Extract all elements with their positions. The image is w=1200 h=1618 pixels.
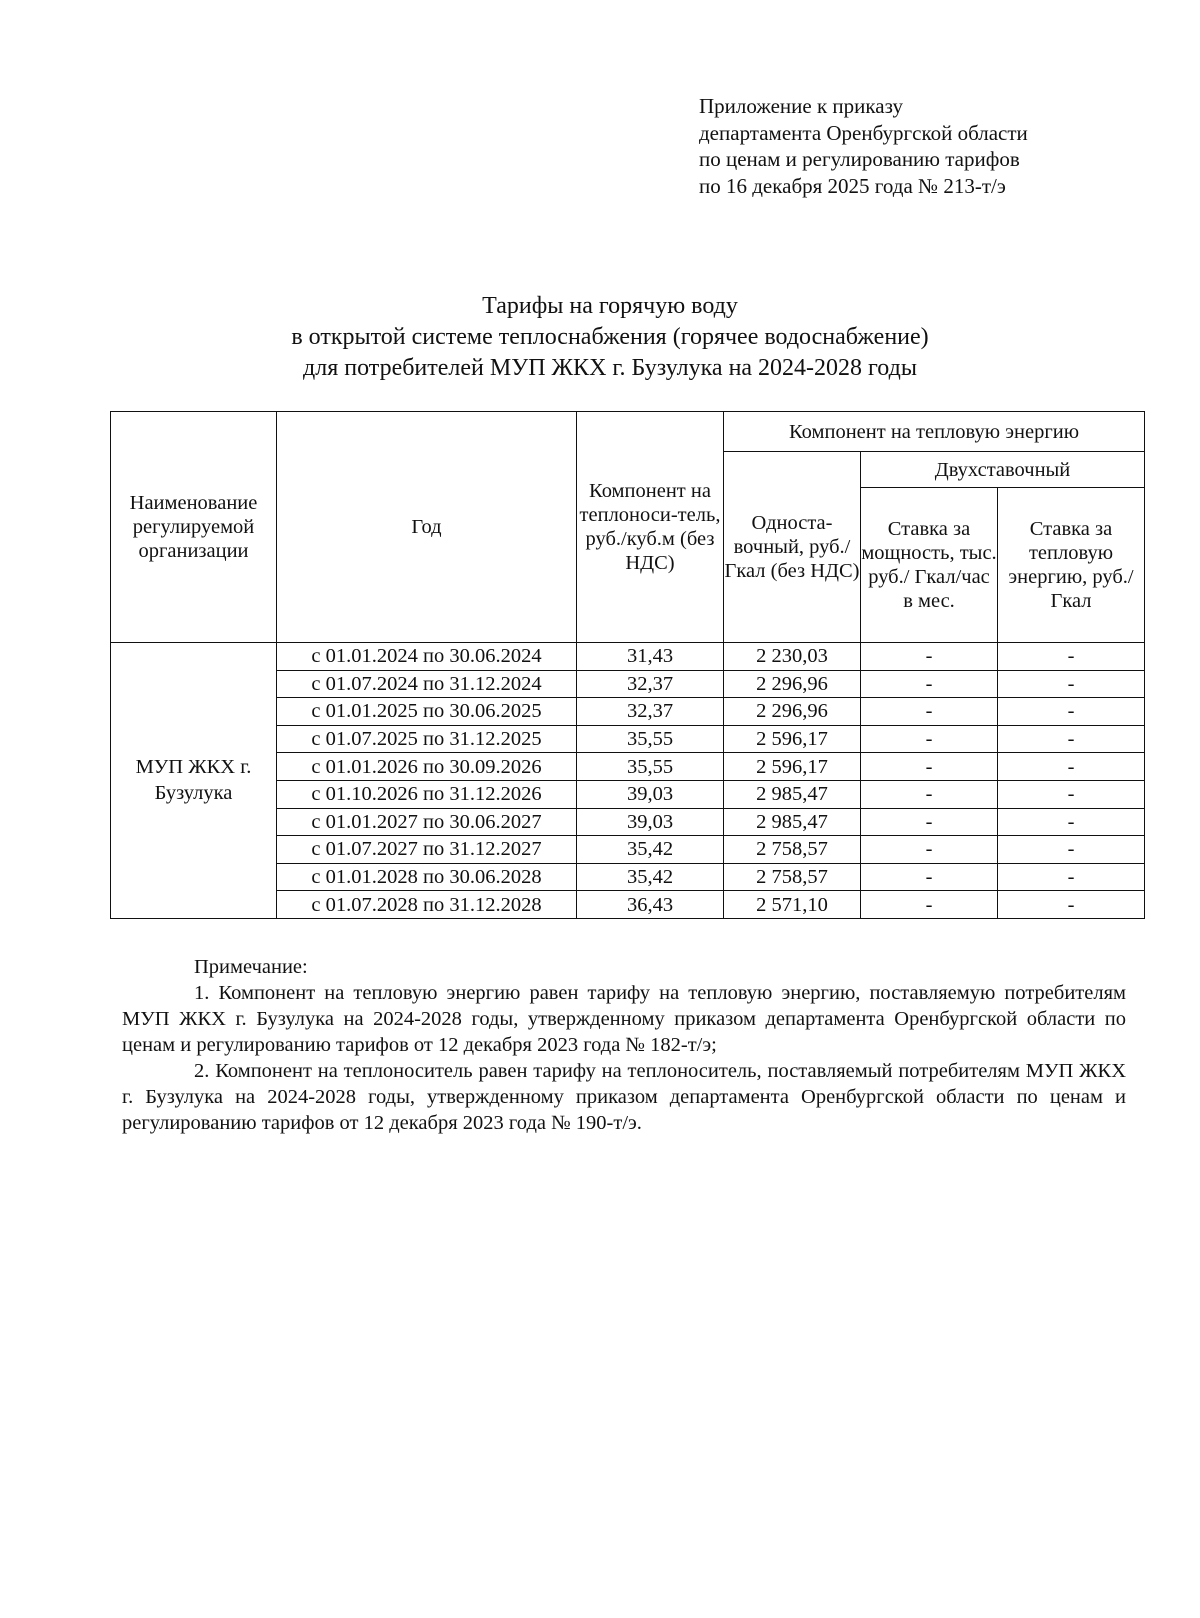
header-two-rate: Двухставочный <box>861 452 1145 488</box>
capacity-rate-cell: - <box>861 808 998 836</box>
period-cell: с 01.01.2026 по 30.09.2026 <box>277 753 577 781</box>
single-rate-cell: 2 758,57 <box>724 863 861 891</box>
period-cell: с 01.01.2025 по 30.06.2025 <box>277 698 577 726</box>
document-title <box>110 291 1110 384</box>
note-item: 2. Компонент на теплоноситель равен тарифу на теплоноситель, поставляемый потребителям МУП ЖКХ г. Бузулука на 2024-2028 годы, утвержденному приказом департамента Оренбургской области по ценам и регулированию тарифов от 12 декабря 2023 года № 190-т/э. <box>122 1060 1126 1134</box>
single-rate-cell: 2 985,47 <box>724 808 861 836</box>
carrier-cell: 36,43 <box>577 891 724 919</box>
header-org: Наименование регулируемой организации <box>111 412 277 643</box>
note-item: 1. Компонент на тепловую энергию равен тарифу на тепловую энергию, поставляемую потребителям МУП ЖКХ г. Бузулука на 2024-2028 годы, утвержденному приказом департамента Оренбургской области по ценам и регулированию тарифов от 12 декабря 2023 года № 182-т/э; <box>122 982 1126 1056</box>
capacity-rate-cell: - <box>861 753 998 781</box>
energy-rate-cell: - <box>998 780 1145 808</box>
carrier-cell: 35,55 <box>577 725 724 753</box>
period-cell: с 01.01.2027 по 30.06.2027 <box>277 808 577 836</box>
single-rate-cell: 2 596,17 <box>724 725 861 753</box>
single-rate-cell: 2 985,47 <box>724 780 861 808</box>
capacity-rate-cell: - <box>861 891 998 919</box>
energy-rate-cell: - <box>998 836 1145 864</box>
period-cell: с 01.07.2024 по 31.12.2024 <box>277 670 577 698</box>
notes-heading: Примечание: <box>194 956 308 978</box>
header-energy-group: Компонент на тепловую энергию <box>724 412 1145 452</box>
carrier-cell: 39,03 <box>577 780 724 808</box>
tariff-table <box>110 411 1145 919</box>
header-carrier: Компонент на теплоноси-тель, руб./куб.м (без НДС) <box>577 412 724 643</box>
energy-rate-cell: - <box>998 891 1145 919</box>
carrier-cell: 32,37 <box>577 698 724 726</box>
single-rate-cell: 2 296,96 <box>724 698 861 726</box>
period-cell: с 01.01.2028 по 30.06.2028 <box>277 863 577 891</box>
single-rate-cell: 2 230,03 <box>724 643 861 671</box>
single-rate-cell: 2 571,10 <box>724 891 861 919</box>
appendix-line: по ценам и регулированию тарифов <box>699 147 1020 171</box>
notes-block <box>122 954 1126 1136</box>
single-rate-cell: 2 596,17 <box>724 753 861 781</box>
capacity-rate-cell: - <box>861 863 998 891</box>
capacity-rate-cell: - <box>861 780 998 808</box>
capacity-rate-cell: - <box>861 670 998 698</box>
carrier-cell: 35,55 <box>577 753 724 781</box>
period-cell: с 01.07.2025 по 31.12.2025 <box>277 725 577 753</box>
energy-rate-cell: - <box>998 670 1145 698</box>
energy-rate-cell: - <box>998 725 1145 753</box>
appendix-line: по 16 декабря 2025 года № 213-т/э <box>699 173 1006 198</box>
org-name-cell: МУП ЖКХ г. Бузулука <box>111 643 277 919</box>
single-rate-cell: 2 296,96 <box>724 670 861 698</box>
energy-rate-cell: - <box>998 753 1145 781</box>
capacity-rate-cell: - <box>861 725 998 753</box>
title-line: Тарифы на горячую воду <box>482 293 738 319</box>
energy-rate-cell: - <box>998 698 1145 726</box>
period-cell: с 01.01.2024 по 30.06.2024 <box>277 643 577 671</box>
header-capacity-rate: Ставка за мощность, тыс. руб./ Гкал/час в мес. <box>861 488 998 643</box>
header-energy-rate: Ставка за тепловую энергию, руб./Гкал <box>998 488 1145 643</box>
appendix-line: Приложение к приказу <box>699 94 903 118</box>
title-line: для потребителей МУП ЖКХ г. Бузулука на 2024-2028 годы <box>303 355 917 381</box>
carrier-cell: 35,42 <box>577 836 724 864</box>
capacity-rate-cell: - <box>861 836 998 864</box>
appendix-block <box>699 93 1028 199</box>
capacity-rate-cell: - <box>861 643 998 671</box>
header-single-rate: Односта-вочный, руб./Гкал (без НДС) <box>724 452 861 643</box>
header-year: Год <box>277 412 577 643</box>
title-line: в открытой системе теплоснабжения (горячее водоснабжение) <box>291 324 929 350</box>
tariff-body <box>111 643 1145 919</box>
energy-rate-cell: - <box>998 808 1145 836</box>
period-cell: с 01.07.2028 по 31.12.2028 <box>277 891 577 919</box>
period-cell: с 01.07.2027 по 31.12.2027 <box>277 836 577 864</box>
energy-rate-cell: - <box>998 643 1145 671</box>
energy-rate-cell: - <box>998 863 1145 891</box>
capacity-rate-cell: - <box>861 698 998 726</box>
period-cell: с 01.10.2026 по 31.12.2026 <box>277 780 577 808</box>
table-row <box>111 643 1145 671</box>
carrier-cell: 35,42 <box>577 863 724 891</box>
carrier-cell: 39,03 <box>577 808 724 836</box>
single-rate-cell: 2 758,57 <box>724 836 861 864</box>
carrier-cell: 32,37 <box>577 670 724 698</box>
carrier-cell: 31,43 <box>577 643 724 671</box>
appendix-line: департамента Оренбургской области <box>699 120 1028 145</box>
